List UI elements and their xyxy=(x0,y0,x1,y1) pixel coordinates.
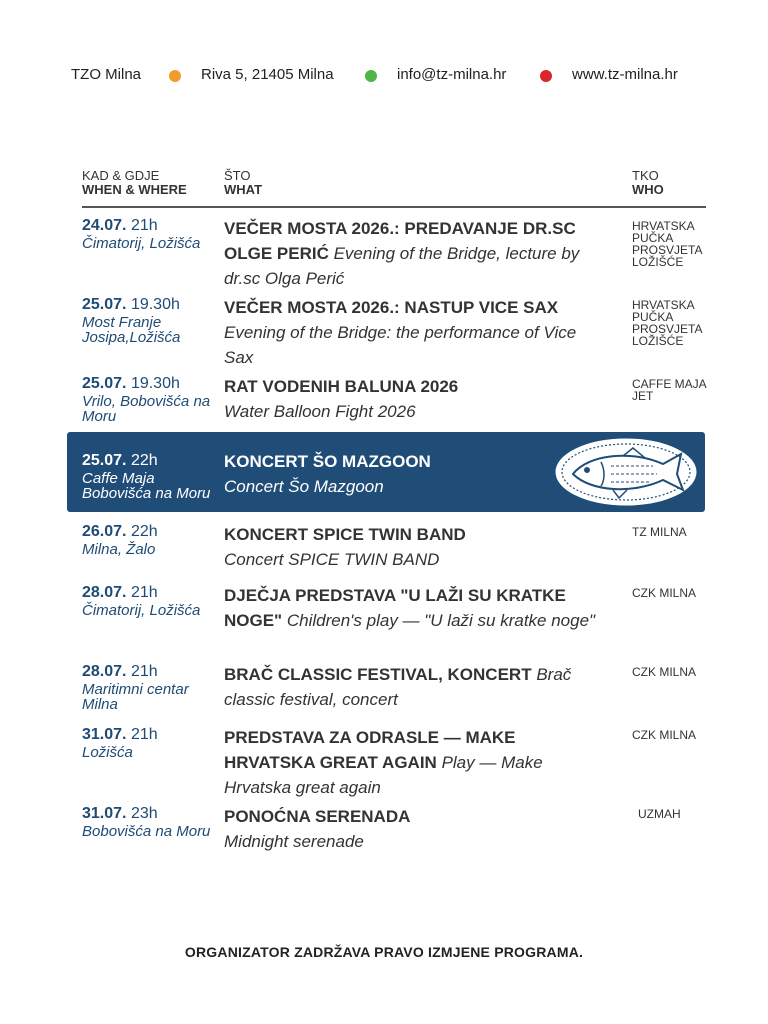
event-what xyxy=(224,522,606,572)
event-date: 25.07. xyxy=(82,375,127,392)
event-place: Vrilo, Bobovišća na Moru xyxy=(82,393,211,425)
website-link[interactable]: www.tz-milna.hr xyxy=(572,66,678,83)
event-subtitle: Water Balloon Fight 2026 xyxy=(224,402,416,421)
event-time: 19.30h xyxy=(130,296,180,313)
event-organizer: TZ MILNA xyxy=(632,525,687,539)
event-date: 25.07. xyxy=(82,296,127,313)
event-organizer: CZK MILNA xyxy=(632,665,697,679)
event-time: 21h xyxy=(130,584,158,601)
red-dot-icon xyxy=(540,70,552,82)
event-when xyxy=(82,451,218,501)
event-title: KONCERT SPICE TWIN BAND xyxy=(224,525,466,544)
event-when xyxy=(82,804,218,839)
event-time: 19.30h xyxy=(130,375,180,392)
event-title: RAT VODENIH BALUNA 2026 xyxy=(224,377,459,396)
green-dot-icon xyxy=(365,70,377,82)
event-when xyxy=(82,295,218,345)
event-what xyxy=(224,295,606,370)
event-title: VEČER MOSTA 2026.: PREDAVANJE DR.SC OLGE PERIĆ xyxy=(224,219,576,263)
org-name: TZO Milna xyxy=(71,66,142,83)
event-what xyxy=(224,725,606,800)
column-header-when xyxy=(82,169,187,197)
event-what xyxy=(224,374,606,424)
event-date: 24.07. xyxy=(82,217,127,234)
column-header-when-hr: KAD & GDJE xyxy=(82,168,160,183)
event-subtitle: Midnight serenade xyxy=(224,832,364,851)
event-when xyxy=(82,583,218,618)
event-what xyxy=(224,583,606,633)
contact-bar xyxy=(0,64,768,86)
event-when xyxy=(82,522,218,557)
column-header-who-hr: TKO xyxy=(632,168,659,183)
event-title: BRAČ CLASSIC FESTIVAL, KONCERT xyxy=(224,665,532,684)
event-title: PREDSTAVA ZA ODRASLE — MAKE HRVATSKA GREAT AGAIN xyxy=(224,728,516,772)
event-organizer: CZK MILNA xyxy=(632,728,697,742)
event-place: Ložišća xyxy=(82,744,133,761)
event-date: 31.07. xyxy=(82,805,127,822)
event-what xyxy=(224,804,606,854)
column-header-what xyxy=(224,169,262,197)
event-subtitle: Play — Make Hrvatska great again xyxy=(224,753,543,797)
fish-plate-icon xyxy=(553,436,699,508)
event-time: 22h xyxy=(130,452,158,469)
event-subtitle: Children's play — "U laži su kratke noge" xyxy=(286,611,596,630)
event-time: 21h xyxy=(130,217,158,234)
event-title: KONCERT ŠO MAZGOON xyxy=(224,452,431,471)
event-what xyxy=(224,662,606,712)
header-divider xyxy=(82,206,706,208)
event-date: 28.07. xyxy=(82,584,127,601)
column-header-who xyxy=(632,169,664,197)
column-header-who-en: WHO xyxy=(632,182,664,197)
event-date: 25.07. xyxy=(82,452,127,469)
event-when xyxy=(82,662,218,712)
program-change-notice: ORGANIZATOR ZADRŽAVA PRAVO IZMJENE PROGRAMA. xyxy=(184,944,584,960)
event-organizer: HRVATSKA PUČKA PROSVJETA LOŽIŠĆE xyxy=(632,298,702,348)
event-organizer: UZMAH xyxy=(638,807,681,821)
event-place: Milna, Žalo xyxy=(82,541,156,558)
event-what xyxy=(224,449,606,499)
event-place: Čimatorij, Ložišća xyxy=(82,602,201,619)
event-time: 22h xyxy=(130,523,158,540)
event-title: DJEČJA PREDSTAVA "U LAŽI SU KRATKE NOGE" xyxy=(224,586,566,630)
address: Riva 5, 21405 Milna xyxy=(201,66,334,83)
event-when xyxy=(82,725,218,760)
email-link[interactable]: info@tz-milna.hr xyxy=(397,66,507,83)
event-title: PONOĆNA SERENADA xyxy=(224,807,411,826)
event-organizer: HRVATSKA PUČKA PROSVJETA LOŽIŠĆE xyxy=(632,219,702,269)
orange-dot-icon xyxy=(169,70,181,82)
column-header-what-hr: ŠTO xyxy=(224,168,251,183)
event-when xyxy=(82,216,218,251)
featured-event-banner xyxy=(67,432,705,512)
event-organizer: CAFFE MAJA JET xyxy=(632,377,707,403)
event-title: VEČER MOSTA 2026.: NASTUP VICE SAX xyxy=(224,298,559,317)
event-when xyxy=(82,374,218,424)
event-what xyxy=(224,216,606,291)
column-header-when-en: WHEN & WHERE xyxy=(82,182,187,197)
event-place: Čimatorij, Ložišća xyxy=(82,235,201,252)
event-organizer: CZK MILNA xyxy=(632,586,697,600)
event-place: Caffe Maja Bobovišća na Moru xyxy=(82,470,211,502)
event-place: Bobovišća na Moru xyxy=(82,823,211,840)
event-place: Most Franje Josipa,Ložišća xyxy=(82,314,181,346)
event-time: 21h xyxy=(130,726,158,743)
event-date: 31.07. xyxy=(82,726,127,743)
event-date: 26.07. xyxy=(82,523,127,540)
event-place: Maritimni centar Milna xyxy=(82,681,189,713)
event-subtitle: Evening of the Bridge, lecture by dr.sc Olga Perić xyxy=(224,244,580,288)
event-subtitle: Evening of the Bridge: the performance of Vice Sax xyxy=(224,323,577,367)
event-date: 28.07. xyxy=(82,663,127,680)
column-header-what-en: WHAT xyxy=(224,182,263,197)
event-time: 21h xyxy=(130,663,158,680)
event-subtitle: Concert SPICE TWIN BAND xyxy=(224,550,440,569)
event-subtitle: Concert Šo Mazgoon xyxy=(224,477,384,496)
event-time: 23h xyxy=(130,805,158,822)
event-subtitle: Brač classic festival, concert xyxy=(224,665,572,709)
